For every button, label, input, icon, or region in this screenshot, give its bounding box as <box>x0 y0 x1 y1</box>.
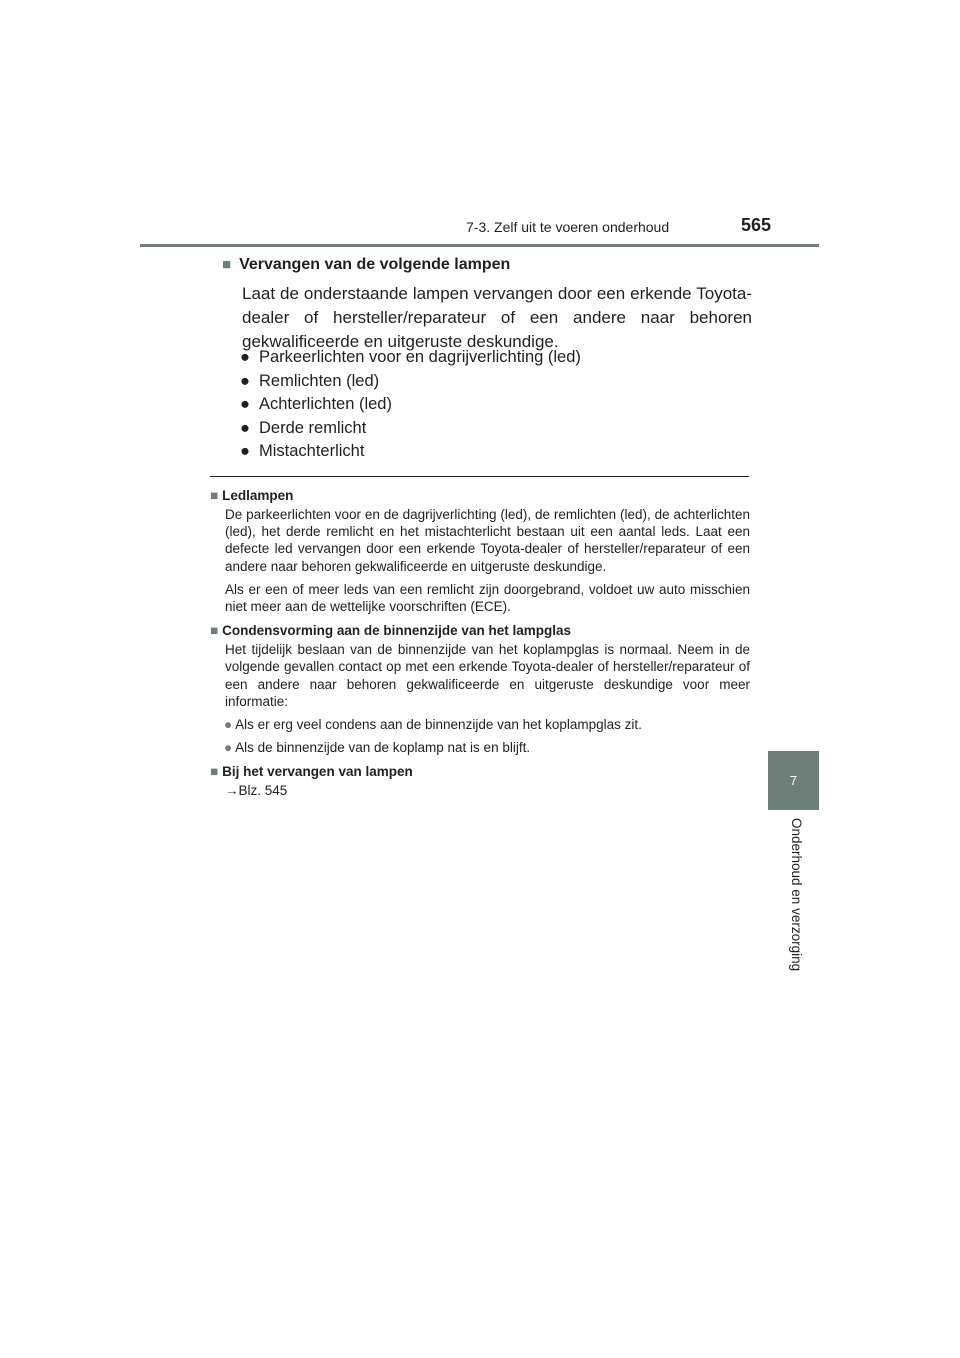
note-paragraph: De parkeerlichten voor en de dagrijverlichting (led), de remlichten (led), de achterlichten (led), het derde remlicht en het mistachterlicht bestaan uit een aantal leds. Laat een defecte led vervangen door een erkende Toyota-dealer of hersteller/reparateur of een andere naar behoren gekwalificeerde en uitgeruste deskundige. <box>225 507 750 574</box>
list-item: ● Mistachterlicht <box>240 440 581 464</box>
round-bullet-icon: ● <box>240 442 250 460</box>
square-bullet-icon: ■ <box>210 764 219 780</box>
round-bullet-icon: ● <box>240 371 250 390</box>
list-item: ● Parkeerlichten voor en dagrijverlichting (led) <box>240 346 581 370</box>
round-bullet-icon: ● <box>224 740 233 756</box>
round-bullet-icon: ● <box>224 717 233 733</box>
square-bullet-icon: ■ <box>210 488 219 503</box>
header-rule <box>140 244 819 247</box>
square-bullet-icon: ■ <box>210 623 219 639</box>
chapter-number: 7 <box>789 773 798 788</box>
notes-section <box>210 486 750 799</box>
round-bullet-icon: ● <box>240 418 250 437</box>
round-bullet-icon: ● <box>240 348 250 366</box>
main-heading-text: Vervangen van de volgende lampen <box>239 256 511 273</box>
page-reference[interactable]: →Blz. 545 <box>225 783 288 799</box>
note-heading-condens: ■ Condensvorming aan de binnenzijde van het lampglas <box>210 623 571 639</box>
chapter-title: Onderhoud en verzorging <box>789 818 804 972</box>
chapter-tab <box>768 751 819 810</box>
main-intro: Laat de onderstaande lampen vervangen door een erkende Toyota-dealer of hersteller/reparateur of een andere naar behoren gekwalificeerde en uitgeruste deskundige. <box>242 284 752 351</box>
section-title: 7-3. Zelf uit te voeren onderhoud <box>466 219 670 235</box>
round-bullet-icon: ● <box>240 395 250 413</box>
square-bullet-icon: ■ <box>222 256 232 273</box>
list-item: ● Achterlichten (led) <box>240 393 581 417</box>
note-heading-vervangen: ■ Bij het vervangen van lampen <box>210 764 413 780</box>
note-paragraph: Het tijdelijk beslaan van de binnenzijde van het koplampglas is normaal. Neem in de volgende gevallen contact op met een erkende Toyota-dealer of hersteller/reparateur of een andere naar behoren gekwalificeerde en uitgeruste deskundige voor meer informatie: <box>225 642 750 709</box>
note-heading-ledlampen: ■ Ledlampen <box>210 488 294 503</box>
page-number: 565 <box>741 215 772 235</box>
main-heading <box>222 256 510 274</box>
note-bullet: ● Als er erg veel condens aan de binnenzijde van het koplampglas zit. <box>224 717 642 733</box>
list-item: ● Remlichten (led) <box>240 370 581 394</box>
section-divider <box>210 476 749 477</box>
note-bullet: ● Als de binnenzijde van de koplamp nat is en blijft. <box>224 740 531 756</box>
lamp-list <box>240 346 581 464</box>
note-paragraph: Als er een of meer leds van een remlicht zijn doorgebrand, voldoet uw auto misschien niet meer aan de wettelijke voorschriften (ECE). <box>225 581 750 615</box>
list-item: ● Derde remlicht <box>240 417 581 441</box>
